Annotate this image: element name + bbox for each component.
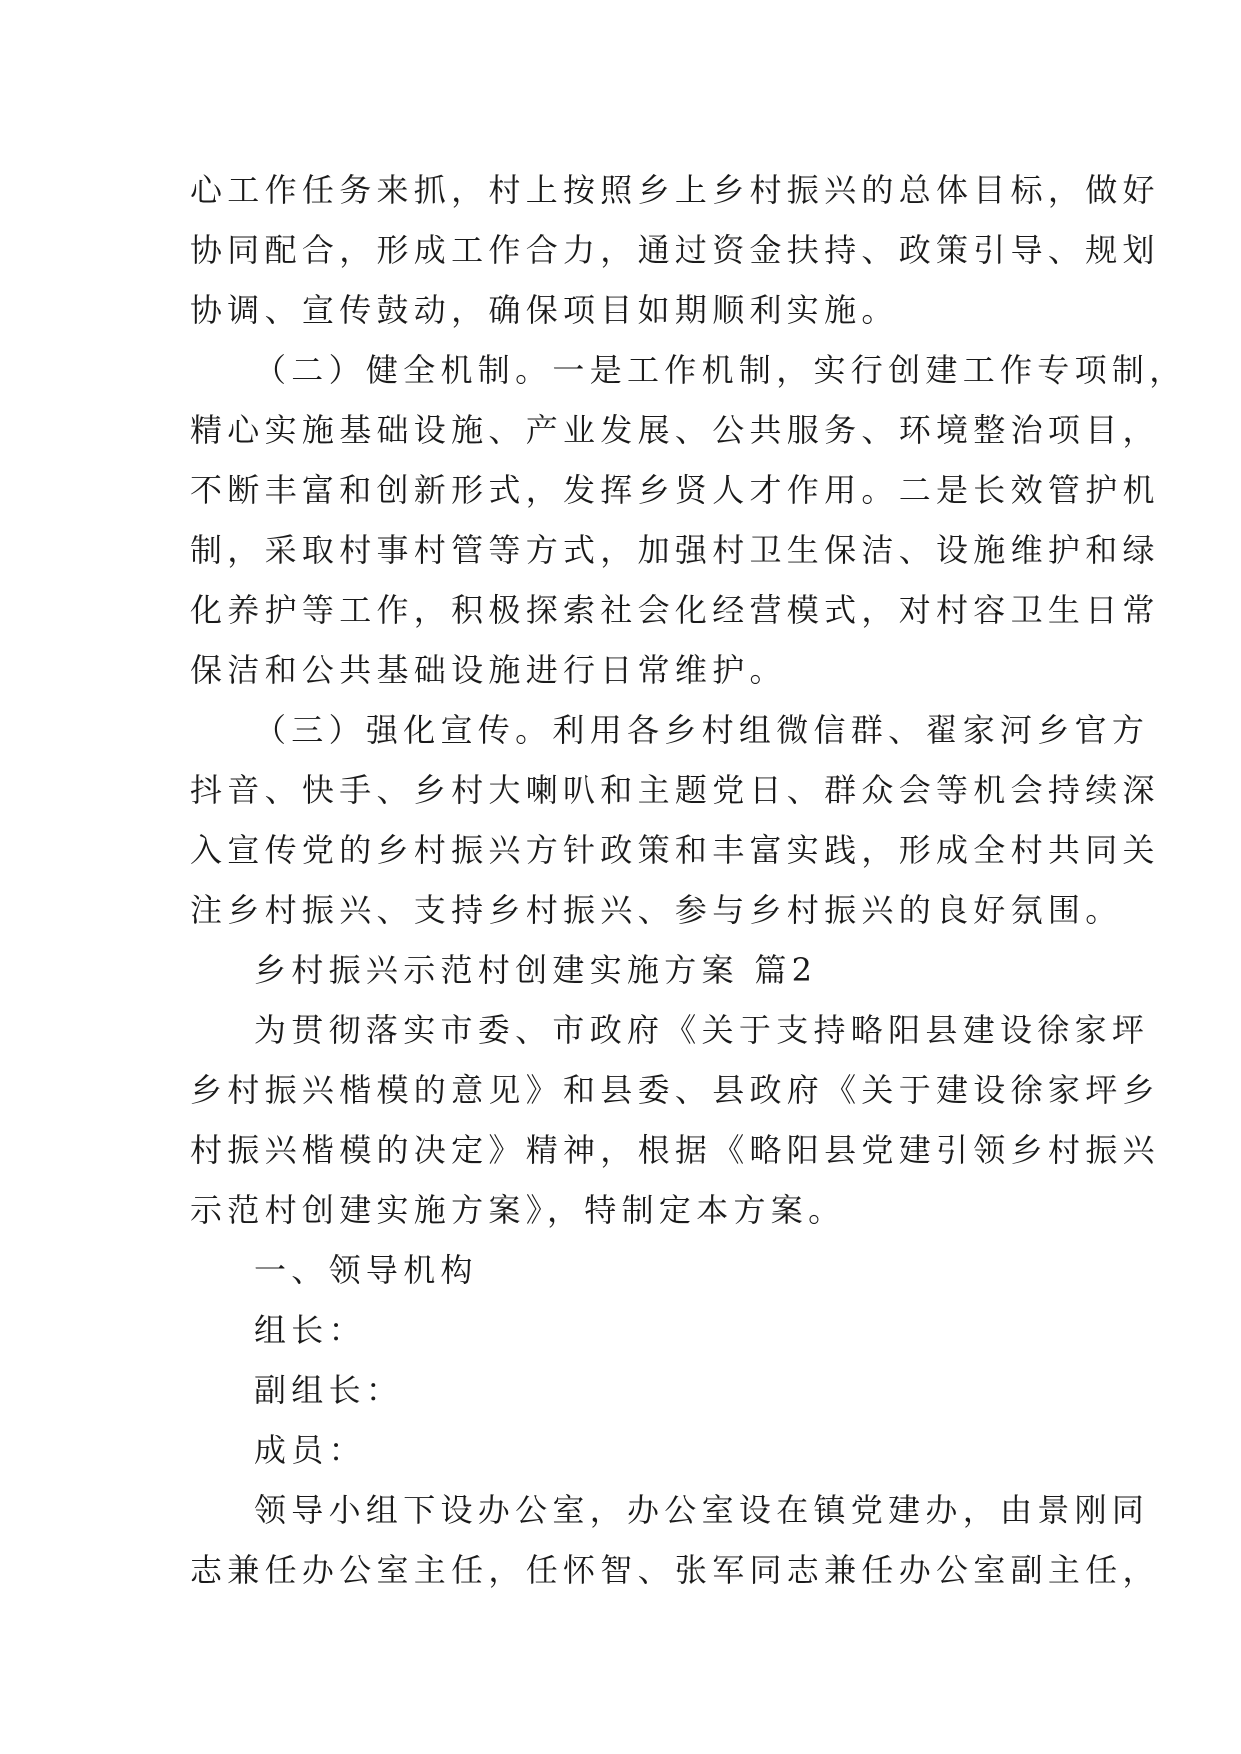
text-line: 志兼任办公室主任，任怀智、张军同志兼任办公室副主任， [190, 1551, 1160, 1589]
text-line: 成员： [254, 1431, 366, 1469]
text-line: 村振兴楷模的决定》精神，根据《略阳县党建引领乡村振兴 [190, 1131, 1160, 1169]
text-line: 乡村振兴示范村创建实施方案 篇2 [254, 951, 818, 989]
text-line: 一、领导机构 [254, 1251, 478, 1289]
text-line: 化养护等工作，积极探索社会化经营模式，对村容卫生日常 [190, 591, 1160, 629]
text-line: （三）强化宣传。利用各乡村组微信群、翟家河乡官方 [254, 711, 1150, 749]
text-line: 制，采取村事村管等方式，加强村卫生保洁、设施维护和绿 [190, 531, 1160, 569]
text-line: 为贯彻落实市委、市政府《关于支持略阳县建设徐家坪 [254, 1011, 1150, 1049]
text-line: 不断丰富和创新形式，发挥乡贤人才作用。二是长效管护机 [190, 471, 1160, 509]
text-line: 副组长： [254, 1371, 404, 1409]
text-line: 入宣传党的乡村振兴方针政策和丰富实践，形成全村共同关 [190, 831, 1160, 869]
text-line: 协同配合，形成工作合力，通过资金扶持、政策引导、规划 [190, 231, 1160, 269]
text-line: 心工作任务来抓，村上按照乡上乡村振兴的总体目标，做好 [190, 171, 1160, 209]
text-line: 精心实施基础设施、产业发展、公共服务、环境整治项目， [190, 411, 1160, 449]
text-line: 示范村创建实施方案》，特制定本方案。 [190, 1191, 846, 1229]
text-line: 保洁和公共基础设施进行日常维护。 [190, 651, 787, 689]
text-line: 抖音、快手、乡村大喇叭和主题党日、群众会等机会持续深 [190, 771, 1160, 809]
text-line: 乡村振兴楷模的意见》和县委、县政府《关于建设徐家坪乡 [190, 1071, 1160, 1109]
text-line: 领导小组下设办公室，办公室设在镇党建办，由景刚同 [254, 1491, 1150, 1529]
text-line: 组长： [254, 1311, 366, 1349]
text-line: （二）健全机制。一是工作机制，实行创建工作专项制， [254, 351, 1187, 389]
text-line: 注乡村振兴、支持乡村振兴、参与乡村振兴的良好氛围。 [190, 891, 1123, 929]
text-line: 协调、宣传鼓动，确保项目如期顺利实施。 [190, 291, 899, 329]
document-body [190, 160, 1187, 1600]
